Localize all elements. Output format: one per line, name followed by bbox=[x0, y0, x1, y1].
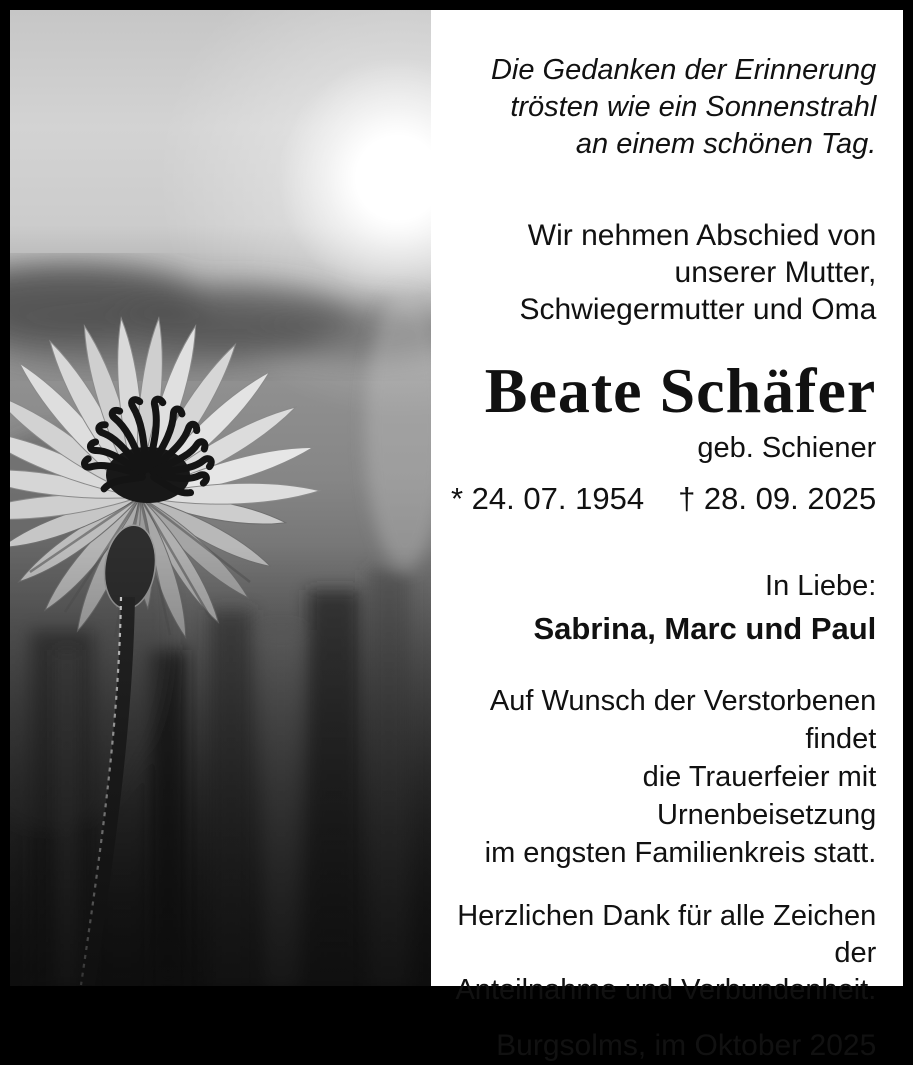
thanks-line: Anteilnahme und Verbundenheit. bbox=[455, 974, 877, 1006]
intro-line: Wir nehmen Abschied von bbox=[527, 219, 877, 252]
farewell-intro bbox=[451, 217, 876, 328]
intro-line: unserer Mutter, bbox=[674, 256, 877, 289]
memorial-verse bbox=[451, 52, 876, 163]
thanks-line: Herzlichen Dank für alle Zeichen der bbox=[457, 900, 877, 969]
family-names: Sabrina, Marc und Paul bbox=[533, 611, 877, 646]
funeral-line: die Trauerfeier mit Urnenbeisetzung bbox=[642, 761, 877, 831]
funeral-line: Auf Wunsch der Verstorbenen findet bbox=[489, 685, 877, 755]
birth-date: * 24. 07. 1954 bbox=[451, 481, 645, 516]
verse-line: an einem schönen Tag. bbox=[575, 128, 877, 160]
cornflower-photo bbox=[10, 10, 431, 986]
death-date: † 28. 09. 2025 bbox=[678, 481, 877, 516]
maiden-name: geb. Schiener bbox=[697, 432, 877, 464]
intro-line: Schwiegermutter und Oma bbox=[519, 293, 877, 326]
deceased-name: Beate Schäfer bbox=[484, 355, 877, 426]
life-dates bbox=[451, 480, 876, 518]
farewell-label: In Liebe: bbox=[765, 570, 877, 602]
funeral-line: im engsten Familienkreis statt. bbox=[484, 837, 877, 869]
obituary-card bbox=[10, 10, 903, 1062]
text-panel bbox=[431, 10, 913, 1062]
thanks-note bbox=[451, 898, 876, 1009]
verse-line: Die Gedanken der Erinnerung bbox=[490, 54, 877, 86]
funeral-notice bbox=[451, 682, 876, 872]
place-date: Burgsolms, im Oktober 2025 bbox=[496, 1029, 877, 1062]
verse-line: trösten wie ein Sonnenstrahl bbox=[510, 91, 877, 123]
